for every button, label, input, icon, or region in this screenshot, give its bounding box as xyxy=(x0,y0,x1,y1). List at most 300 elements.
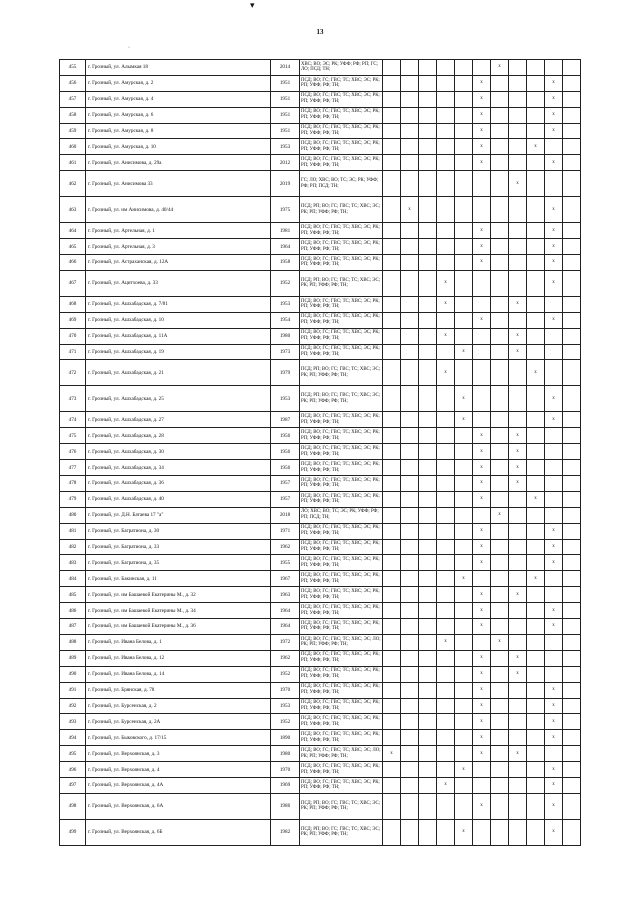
mark-cell xyxy=(455,428,473,444)
row-number: 472 xyxy=(60,360,86,386)
mark-cell xyxy=(491,312,509,328)
mark-cell xyxy=(509,555,527,571)
works-cell: ПСД; ВО; ГС; ГВС; ТС; ХВС; ЭС; РК; РП; УФФ; РФ; ТН; xyxy=(300,762,383,778)
mark-cell xyxy=(383,270,401,296)
year-cell: 1982 xyxy=(271,819,300,845)
mark-cell xyxy=(563,555,581,571)
mark-cell xyxy=(527,239,545,255)
mark-cell xyxy=(401,412,419,428)
mark-cell: x xyxy=(545,730,563,746)
table-row xyxy=(60,139,581,155)
mark-cell xyxy=(563,746,581,762)
mark-cell xyxy=(563,793,581,819)
year-cell: 1956 xyxy=(271,460,300,476)
mark-cell xyxy=(401,139,419,155)
address-cell: г. Грозный, ул. Ашхабадская, д. 40 xyxy=(86,491,271,507)
mark-cell xyxy=(401,793,419,819)
address-cell: г. Грозный, ул. Ашхабадская, д. 28 xyxy=(86,428,271,444)
mark-cell xyxy=(491,270,509,296)
year-cell: 1964 xyxy=(271,239,300,255)
table-row xyxy=(60,255,581,271)
mark-cell xyxy=(473,762,491,778)
address-cell: г. Грозный, ул. Бакинская, д. 11 xyxy=(86,571,271,587)
table-row xyxy=(60,239,581,255)
row-number: 490 xyxy=(60,666,86,682)
mark-cell: x xyxy=(545,523,563,539)
mark-cell xyxy=(419,344,437,360)
address-cell: г. Грозный, ул. Ивана Белова, д. 14 xyxy=(86,666,271,682)
works-cell: ЛО; ХВС; ВО; ТС; ЭС; РК; УФФ; РФ; РП; ПСД; ТН; xyxy=(300,507,383,523)
mark-cell xyxy=(509,155,527,171)
mark-cell xyxy=(563,107,581,123)
mark-cell xyxy=(419,460,437,476)
mark-cell xyxy=(401,762,419,778)
row-number: 473 xyxy=(60,386,86,412)
mark-cell xyxy=(527,328,545,344)
mark-cell xyxy=(455,123,473,139)
mark-cell xyxy=(473,171,491,197)
mark-cell: x xyxy=(473,714,491,730)
mark-cell xyxy=(527,714,545,730)
works-cell: ПСД; ВО; ГС; ГВС; ТС; ХВС; ЭС; РК; РП; УФФ; РФ; ТН; xyxy=(300,491,383,507)
mark-cell xyxy=(545,344,563,360)
table-row xyxy=(60,539,581,555)
mark-cell xyxy=(401,171,419,197)
works-cell: ПСД; ВО; ГС; ГВС; ТС; ХВС; ЭС; РК; РП; УФФ; РФ; ТН; xyxy=(300,223,383,239)
mark-cell xyxy=(419,491,437,507)
address-cell: г. Грозный, ул. Ашхабадская, д. 36 xyxy=(86,476,271,492)
mark-cell xyxy=(563,730,581,746)
mark-cell xyxy=(401,270,419,296)
mark-cell xyxy=(383,619,401,635)
mark-cell xyxy=(383,666,401,682)
mark-cell xyxy=(455,634,473,650)
mark-cell: x xyxy=(545,312,563,328)
year-cell: 1967 xyxy=(271,571,300,587)
mark-cell xyxy=(545,460,563,476)
mark-cell xyxy=(455,507,473,523)
mark-cell xyxy=(491,491,509,507)
mark-cell xyxy=(383,171,401,197)
mark-cell: x xyxy=(545,270,563,296)
mark-cell xyxy=(383,714,401,730)
works-cell: ПСД; РП; ВО; ГС; ГВС; ТС; ХВС; ЭС; РК; РП; УФФ; РФ; ТН; xyxy=(300,819,383,845)
mark-cell: x xyxy=(509,171,527,197)
row-number: 480 xyxy=(60,507,86,523)
mark-cell xyxy=(437,587,455,603)
works-cell: ПСД; ВО; ГС; ГВС; ТС; ХВС; ЭС; ЛО; РК; РП; УФФ; РФ; ТН; xyxy=(300,746,383,762)
mark-cell xyxy=(545,328,563,344)
mark-cell xyxy=(455,698,473,714)
row-number: 457 xyxy=(60,91,86,107)
mark-cell: x xyxy=(473,460,491,476)
mark-cell xyxy=(563,698,581,714)
mark-cell xyxy=(563,762,581,778)
mark-cell xyxy=(383,428,401,444)
mark-cell xyxy=(383,412,401,428)
year-cell: 1964 xyxy=(271,603,300,619)
table-row xyxy=(60,60,581,76)
mark-cell xyxy=(419,155,437,171)
mark-cell xyxy=(419,296,437,312)
mark-cell: x xyxy=(509,746,527,762)
works-cell: ПСД; ВО; ГС; ГВС; ТС; ХВС; ЭС; РК; РП; УФФ; РФ; ТН; xyxy=(300,460,383,476)
mark-cell xyxy=(491,412,509,428)
mark-cell xyxy=(491,571,509,587)
mark-cell xyxy=(437,123,455,139)
mark-cell xyxy=(491,539,509,555)
mark-cell: x xyxy=(545,386,563,412)
mark-cell xyxy=(473,634,491,650)
mark-cell xyxy=(401,223,419,239)
mark-cell xyxy=(383,360,401,386)
works-cell: ПСД; ВО; ГС; ГВС; ТС; ХВС; ЭС; РК; РП; УФФ; РФ; ТН; xyxy=(300,730,383,746)
works-cell: ПСД; ВО; ГС; ГВС; ТС; ХВС; ЭС; РК; РП; УФФ; РФ; ТН; xyxy=(300,777,383,793)
mark-cell xyxy=(419,793,437,819)
mark-cell xyxy=(401,491,419,507)
row-number: 499 xyxy=(60,819,86,845)
row-number: 487 xyxy=(60,619,86,635)
address-cell: г. Грозный, ул. Ивана Белова, д. 1 xyxy=(86,634,271,650)
mark-cell: x xyxy=(473,587,491,603)
mark-cell: x xyxy=(455,819,473,845)
table-row xyxy=(60,762,581,778)
mark-cell xyxy=(509,491,527,507)
mark-cell xyxy=(455,197,473,223)
mark-cell xyxy=(491,619,509,635)
mark-cell: x xyxy=(455,344,473,360)
mark-cell xyxy=(383,762,401,778)
mark-cell xyxy=(455,171,473,197)
row-number: 484 xyxy=(60,571,86,587)
mark-cell: x xyxy=(545,762,563,778)
mark-cell xyxy=(401,603,419,619)
address-cell: г. Грозный, ул. им Башаевой Екатерины М., д. 34 xyxy=(86,603,271,619)
mark-cell xyxy=(437,460,455,476)
mark-cell xyxy=(401,476,419,492)
mark-cell: x xyxy=(509,328,527,344)
mark-cell xyxy=(383,819,401,845)
mark-cell xyxy=(563,344,581,360)
mark-cell xyxy=(545,296,563,312)
mark-cell xyxy=(563,682,581,698)
mark-cell xyxy=(563,714,581,730)
works-cell: ПСД; ВО; ГС; ГВС; ТС; ХВС; ЭС; РК; РП; УФФ; РФ; ТН; xyxy=(300,428,383,444)
mark-cell xyxy=(491,91,509,107)
mark-cell xyxy=(509,603,527,619)
mark-cell xyxy=(419,603,437,619)
row-number: 491 xyxy=(60,682,86,698)
mark-cell xyxy=(401,634,419,650)
row-number: 464 xyxy=(60,223,86,239)
mark-cell xyxy=(419,619,437,635)
mark-cell xyxy=(401,714,419,730)
year-cell: 1970 xyxy=(271,762,300,778)
mark-cell xyxy=(527,91,545,107)
address-cell: г. Грозный, ул. Ашхабадская, д. 19 xyxy=(86,344,271,360)
row-number: 456 xyxy=(60,75,86,91)
mark-cell: x xyxy=(491,634,509,650)
mark-cell: x xyxy=(437,634,455,650)
mark-cell xyxy=(383,328,401,344)
mark-cell xyxy=(401,60,419,76)
mark-cell xyxy=(545,650,563,666)
mark-cell xyxy=(419,139,437,155)
mark-cell xyxy=(509,762,527,778)
works-cell: ПСД; ВО; ГС; ГВС; ТС; ХВС; ЭС; РК; РП; УФФ; РФ; ТН; xyxy=(300,344,383,360)
year-cell: 1962 xyxy=(271,650,300,666)
mark-cell xyxy=(419,730,437,746)
mark-cell xyxy=(455,682,473,698)
works-cell: ПСД; ВО; ГС; ГВС; ТС; ХВС; ЭС; ЛО; РК; РП; УФФ; РФ; ТН; xyxy=(300,634,383,650)
mark-cell xyxy=(437,171,455,197)
row-number: 488 xyxy=(60,634,86,650)
mark-cell xyxy=(527,476,545,492)
mark-cell xyxy=(419,412,437,428)
mark-cell xyxy=(545,444,563,460)
mark-cell xyxy=(563,587,581,603)
mark-cell xyxy=(383,650,401,666)
mark-cell xyxy=(491,328,509,344)
row-number: 474 xyxy=(60,412,86,428)
mark-cell: x xyxy=(545,555,563,571)
mark-cell xyxy=(383,344,401,360)
mark-cell: x xyxy=(545,91,563,107)
mark-cell xyxy=(455,491,473,507)
mark-cell xyxy=(509,312,527,328)
year-cell: 1962 xyxy=(271,539,300,555)
address-cell: г. Грозный, ул. Верхоянская, д. 6А xyxy=(86,793,271,819)
table-row xyxy=(60,444,581,460)
row-number: 485 xyxy=(60,587,86,603)
mark-cell xyxy=(455,107,473,123)
table-row xyxy=(60,714,581,730)
mark-cell xyxy=(473,296,491,312)
mark-cell xyxy=(383,603,401,619)
mark-cell: x xyxy=(545,123,563,139)
mark-cell xyxy=(473,507,491,523)
mark-cell xyxy=(419,571,437,587)
table-row xyxy=(60,555,581,571)
table-row xyxy=(60,634,581,650)
mark-cell xyxy=(491,239,509,255)
mark-cell xyxy=(401,428,419,444)
mark-cell xyxy=(473,571,491,587)
mark-cell xyxy=(527,270,545,296)
year-cell: 1956 xyxy=(271,444,300,460)
mark-cell xyxy=(455,539,473,555)
mark-cell: x xyxy=(545,777,563,793)
mark-cell xyxy=(491,746,509,762)
mark-cell xyxy=(437,139,455,155)
mark-cell: x xyxy=(527,139,545,155)
year-cell: 1987 xyxy=(271,412,300,428)
mark-cell xyxy=(509,139,527,155)
mark-cell xyxy=(401,730,419,746)
mark-cell: x xyxy=(473,682,491,698)
mark-cell xyxy=(383,197,401,223)
year-cell: 1979 xyxy=(271,360,300,386)
mark-cell xyxy=(473,386,491,412)
row-number: 465 xyxy=(60,239,86,255)
mark-cell xyxy=(419,328,437,344)
year-cell: 1969 xyxy=(271,777,300,793)
mark-cell: x xyxy=(509,460,527,476)
mark-cell xyxy=(401,571,419,587)
row-number: 494 xyxy=(60,730,86,746)
address-cell: г. Грозный, ул. Амурская, д. 6 xyxy=(86,107,271,123)
mark-cell xyxy=(401,539,419,555)
mark-cell xyxy=(563,476,581,492)
table-row xyxy=(60,223,581,239)
mark-cell xyxy=(563,75,581,91)
address-cell: г. Грозный, ул. Амурская, д. 4 xyxy=(86,91,271,107)
year-cell: 1953 xyxy=(271,698,300,714)
mark-cell: x xyxy=(437,777,455,793)
mark-cell xyxy=(473,412,491,428)
binding-mark: ▾ xyxy=(250,0,255,10)
mark-cell: x xyxy=(437,360,455,386)
address-cell: г. Грозный, ул. Верхоянская, д. 6Б xyxy=(86,819,271,845)
mark-cell: x xyxy=(473,444,491,460)
mark-cell xyxy=(437,555,455,571)
mark-cell: x xyxy=(545,75,563,91)
address-cell: г. Грозный, ул. Ашхабадская, д. 11А xyxy=(86,328,271,344)
address-cell: г. Грозный, ул. Багратиона, д. 35 xyxy=(86,555,271,571)
mark-cell xyxy=(563,634,581,650)
mark-cell xyxy=(437,255,455,271)
mark-cell xyxy=(401,255,419,271)
row-number: 463 xyxy=(60,197,86,223)
mark-cell xyxy=(563,460,581,476)
mark-cell xyxy=(437,444,455,460)
mark-cell xyxy=(527,762,545,778)
mark-cell xyxy=(419,239,437,255)
mark-cell xyxy=(419,777,437,793)
mark-cell xyxy=(491,762,509,778)
mark-cell xyxy=(545,571,563,587)
mark-cell xyxy=(455,296,473,312)
mark-cell xyxy=(401,746,419,762)
mark-cell xyxy=(491,460,509,476)
mark-cell: x xyxy=(545,619,563,635)
mark-cell xyxy=(383,571,401,587)
mark-cell xyxy=(509,75,527,91)
mark-cell xyxy=(509,682,527,698)
mark-cell xyxy=(527,412,545,428)
mark-cell xyxy=(437,793,455,819)
mark-cell xyxy=(383,444,401,460)
year-cell: 1951 xyxy=(271,123,300,139)
mark-cell xyxy=(509,523,527,539)
year-cell: 2019 xyxy=(271,171,300,197)
row-number: 462 xyxy=(60,171,86,197)
mark-cell xyxy=(401,91,419,107)
mark-cell xyxy=(419,360,437,386)
table-row xyxy=(60,270,581,296)
works-cell: ПСД; ВО; ГС; ГВС; ТС; ХВС; ЭС; РК; РП; УФФ; РФ; ТН; xyxy=(300,571,383,587)
mark-cell xyxy=(509,255,527,271)
mark-cell: x xyxy=(545,412,563,428)
row-number: 477 xyxy=(60,460,86,476)
mark-cell: x xyxy=(509,428,527,444)
table-row xyxy=(60,344,581,360)
mark-cell xyxy=(545,60,563,76)
works-cell: ПСД; ВО; ГС; ГВС; ТС; ХВС; ЭС; РК; РП; УФФ; РФ; ТН; xyxy=(300,682,383,698)
mark-cell xyxy=(491,714,509,730)
address-cell: г. Грозный, ул. Астраханская, д. 12А xyxy=(86,255,271,271)
mark-cell xyxy=(527,507,545,523)
address-cell: г. Грозный, ул. Ашхабадская, д. 10 xyxy=(86,312,271,328)
mark-cell xyxy=(527,255,545,271)
mark-cell xyxy=(527,539,545,555)
mark-cell xyxy=(401,507,419,523)
mark-cell xyxy=(563,255,581,271)
mark-cell xyxy=(437,666,455,682)
mark-cell xyxy=(419,587,437,603)
works-cell: ПСД; РП; ВО; ГС; ГВС; ТС; ХВС; ЭС; РК; РП; УФФ; РФ; ТН; xyxy=(300,270,383,296)
mark-cell xyxy=(563,650,581,666)
year-cell: 2018 xyxy=(271,507,300,523)
mark-cell xyxy=(473,270,491,296)
year-cell: 1957 xyxy=(271,476,300,492)
mark-cell xyxy=(473,197,491,223)
mark-cell xyxy=(563,270,581,296)
row-number: 481 xyxy=(60,523,86,539)
mark-cell: x xyxy=(473,223,491,239)
mark-cell xyxy=(509,698,527,714)
mark-cell xyxy=(437,60,455,76)
mark-cell xyxy=(527,444,545,460)
mark-cell xyxy=(419,123,437,139)
mark-cell: x xyxy=(401,197,419,223)
mark-cell xyxy=(401,328,419,344)
mark-cell xyxy=(383,682,401,698)
mark-cell xyxy=(563,123,581,139)
mark-cell xyxy=(401,698,419,714)
address-cell: г. Грозный, ул. Бурсенская, д. 2А xyxy=(86,714,271,730)
row-number: 467 xyxy=(60,270,86,296)
mark-cell xyxy=(383,523,401,539)
table-row xyxy=(60,296,581,312)
mark-cell xyxy=(401,75,419,91)
table-row xyxy=(60,730,581,746)
year-cell: 1973 xyxy=(271,344,300,360)
year-cell: 1953 xyxy=(271,296,300,312)
works-cell: ПСД; ВО; ГС; ГВС; ТС; ХВС; ЭС; РК; РП; УФФ; РФ; ТН; xyxy=(300,123,383,139)
mark-cell xyxy=(527,223,545,239)
mark-cell: x xyxy=(473,793,491,819)
mark-cell xyxy=(563,60,581,76)
mark-cell xyxy=(527,523,545,539)
mark-cell xyxy=(563,239,581,255)
mark-cell xyxy=(437,223,455,239)
table-row xyxy=(60,523,581,539)
mark-cell xyxy=(545,428,563,444)
mark-cell xyxy=(509,619,527,635)
mark-cell xyxy=(455,793,473,819)
table-row xyxy=(60,171,581,197)
mark-cell xyxy=(437,91,455,107)
mark-cell xyxy=(491,255,509,271)
mark-cell xyxy=(491,155,509,171)
mark-cell xyxy=(455,91,473,107)
mark-cell xyxy=(563,491,581,507)
table-row xyxy=(60,777,581,793)
mark-cell xyxy=(437,619,455,635)
mark-cell xyxy=(473,819,491,845)
row-number: 471 xyxy=(60,344,86,360)
